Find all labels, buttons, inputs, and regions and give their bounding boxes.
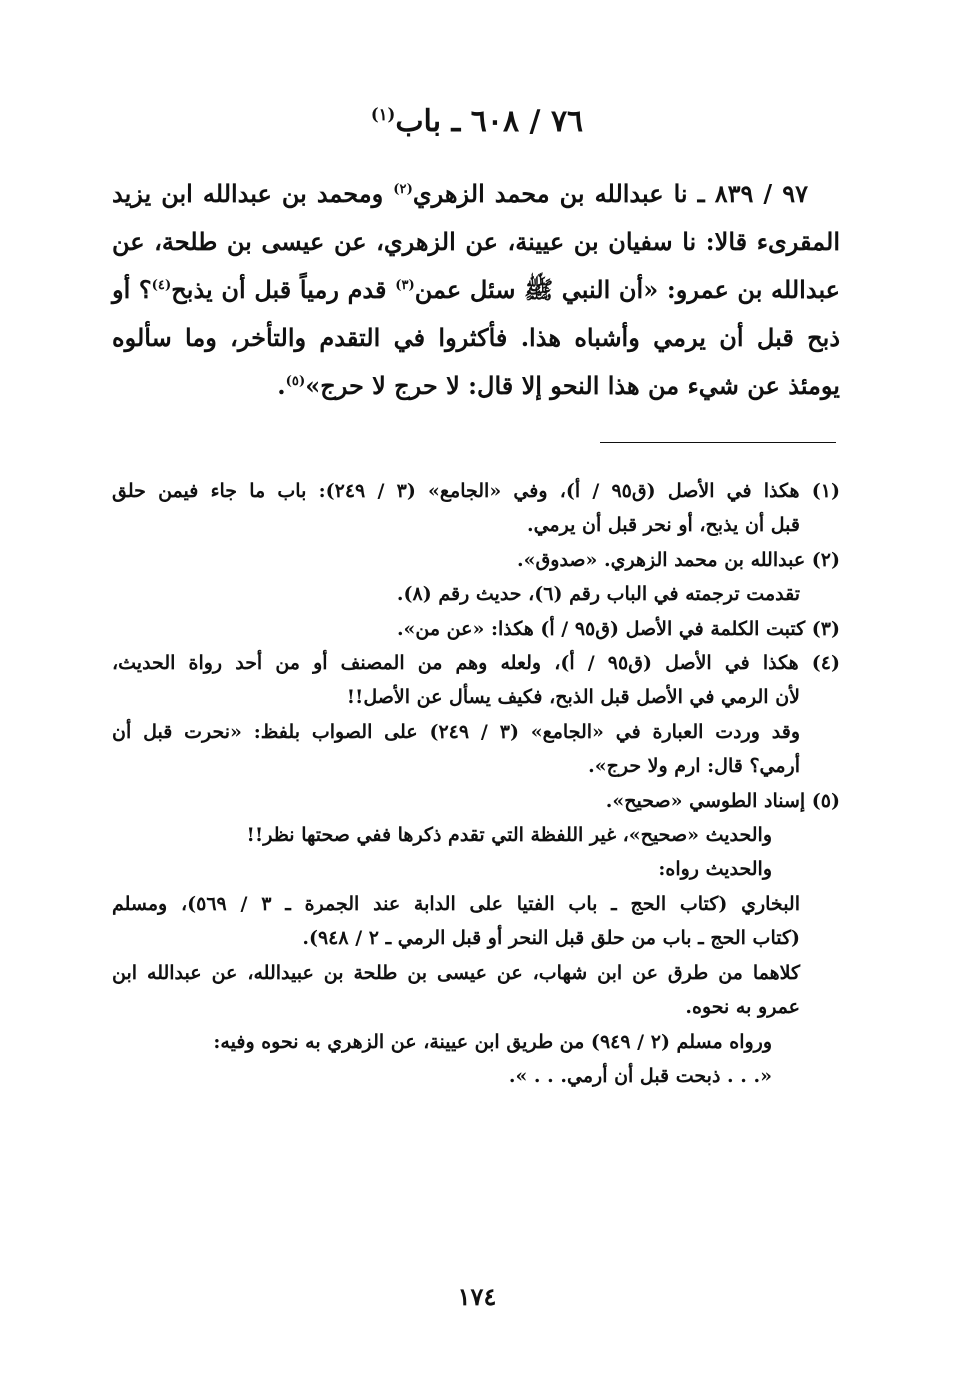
footnote-mark: (١)	[370, 105, 396, 124]
footnote-mark: (٤)	[151, 278, 172, 293]
footnote-line: البخاري (كتاب الحج ـ باب الفتيا على الدابة عند الجمرة ـ ٣ / ٥٦٩)، ومسلم	[112, 892, 800, 915]
footnote-mark: (٣)	[395, 278, 415, 293]
chapter-heading	[0, 100, 954, 144]
footnote-line: لأن الرمي في الأصل قبل الذبح، فكيف يسأل عن الأصل!!	[346, 686, 800, 709]
footnote-line: (٣) كتبت الكلمة في الأصل (ق٩٥ / أ) هكذا: «عن من».	[396, 617, 840, 640]
footnote-line: «. . . ذبحت قبل أن أرمي. . . ».	[508, 1064, 772, 1087]
footnote-line: أرمي؟ قال: ارم ولا حرج».	[588, 755, 800, 778]
footnote-line: (٥) إسناد الطوسي «صحيح».	[605, 789, 840, 812]
footnote-line: (كتاب الحج ـ باب من حلق قبل النحر أو قبل الرمي ـ ٢ / ٩٤٨).	[302, 927, 800, 950]
footnotes	[112, 474, 840, 1093]
footnote-line: (٤) هكذا في الأصل (ق٩٥ / أ)، ولعله وهم من المصنف أو من أحد رواة الحديث،	[112, 652, 840, 675]
footnote-line: قبل أن يذبح، أو نحر قبل أن يرمي.	[526, 514, 800, 537]
footnote-line: وقد وردت العبارة في «الجامع» (٣ / ٢٤٩) على الصواب بلفظ: «نحرت قبل أن	[112, 720, 801, 743]
footnote-mark: (٥)	[285, 374, 306, 389]
footnote-line: والحديث «صحيح»، غير اللفظة التي تقدم ذكرها ففي صحتها نظر!!	[246, 824, 772, 847]
footnote-line: عمرو به نحوه.	[685, 996, 800, 1019]
heading-text: ٧٦ / ٦٠٨ ـ باب	[395, 104, 584, 139]
hadith-part: ؟ أو ذبح قبل أن يرمي وأشباه هذا. فأكثروا في التقدم والتأخر، وما سألوه يومئذ عن شيء من هذا النحو إلا قال: لا حرج لا حرج»	[112, 275, 840, 400]
footnote-line: كلاهما من طرق عن ابن شهاب، عن عيسى بن طلحة بن عبيدالله، عن عبدالله ابن	[112, 961, 800, 984]
footnote-divider	[600, 442, 836, 443]
footnote-line: (١) هكذا في الأصل (ق٩٥ / أ)، وفي «الجامع» (٣ / ٢٤٩): باب ما جاء فيمن حلق	[112, 480, 840, 502]
hadith-part: قدم رمياً قبل أن يذبح	[171, 275, 396, 304]
hadith-part: ٩٧ / ٨٣٩ ـ نا عبدالله بن محمد الزهري	[412, 179, 808, 208]
hadith-text	[112, 170, 840, 410]
footnote-line: تقدمت ترجمته في الباب رقم (٦)، حديث رقم (٨).	[396, 583, 800, 606]
footnote-line: ورواه مسلم (٢ / ٩٤٩) من طريق ابن عيينة، عن الزهري به نحوه وفيه:	[213, 1030, 772, 1053]
footnote-mark: (٢)	[393, 182, 413, 197]
hadith-part: ومحمد بن عبدالله ابن يزيد المقرىء قالا: نا سفيان بن عيينة، عن الزهري، عن عيسى بن طلحة، عن عبدالله بن عمرو: «أن النبي ﷺ سئل عمن	[112, 179, 841, 304]
hadith-part: .	[277, 371, 286, 400]
footnote-line: والحديث رواه:	[658, 858, 772, 881]
footnote-line: (٢) عبدالله بن محمد الزهري. «صدوق».	[517, 548, 840, 571]
page-number: ١٧٤	[457, 1282, 497, 1311]
